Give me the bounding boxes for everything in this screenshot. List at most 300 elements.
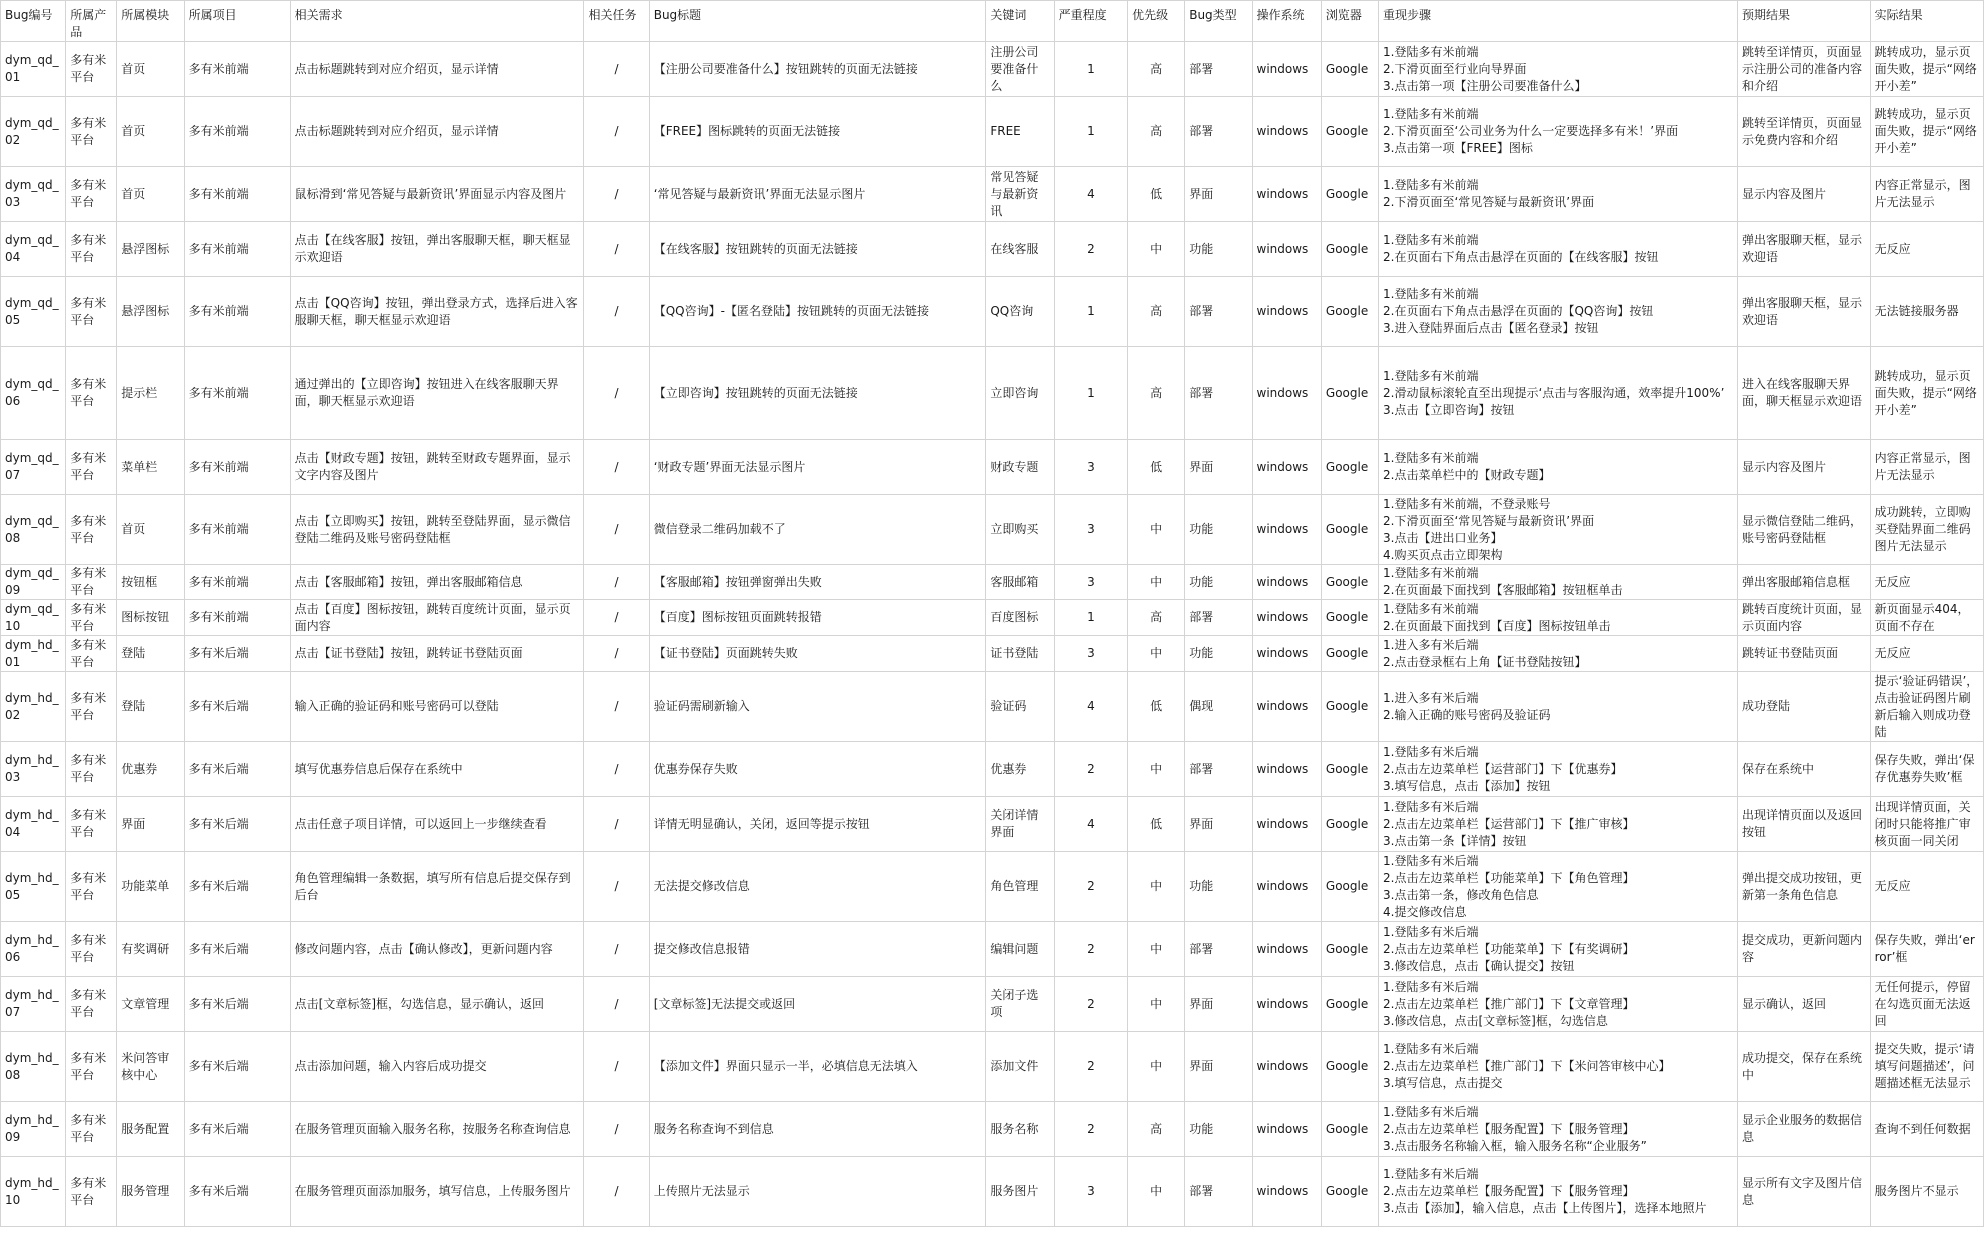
cell-bug-id[interactable]: dym_qd_09 [1, 565, 66, 600]
cell-browser[interactable]: Google [1321, 600, 1378, 636]
cell-bug-type[interactable]: 功能 [1185, 852, 1252, 922]
cell-product[interactable]: 多有米平台 [66, 440, 117, 495]
cell-product[interactable]: 多有米平台 [66, 852, 117, 922]
cell-task[interactable]: / [584, 742, 649, 797]
cell-task[interactable]: / [584, 167, 649, 222]
cell-task[interactable]: / [584, 1032, 649, 1102]
cell-os[interactable]: windows [1252, 565, 1321, 600]
cell-keyword[interactable]: 百度图标 [986, 600, 1054, 636]
cell-priority[interactable]: 中 [1128, 742, 1185, 797]
cell-priority[interactable]: 高 [1128, 277, 1185, 347]
cell-bug-id[interactable]: dym_qd_10 [1, 600, 66, 636]
table-row[interactable] [1, 1032, 1984, 1102]
cell-project[interactable]: 多有米后端 [184, 1032, 290, 1102]
cell-module[interactable]: 图标按钮 [117, 600, 184, 636]
cell-bug-id[interactable]: dym_hd_03 [1, 742, 66, 797]
cell-actual[interactable]: 提交失败，提示‘请填写问题描述’，问题描述框无法显示 [1870, 1032, 1983, 1102]
cell-bug-type[interactable]: 功能 [1185, 1102, 1252, 1157]
table-row[interactable] [1, 742, 1984, 797]
cell-title[interactable]: 优惠券保存失败 [649, 742, 986, 797]
cell-product[interactable]: 多有米平台 [66, 672, 117, 742]
cell-keyword[interactable]: 证书登陆 [986, 636, 1054, 672]
table-row[interactable] [1, 797, 1984, 852]
cell-bug-type[interactable]: 功能 [1185, 565, 1252, 600]
table-row[interactable] [1, 852, 1984, 922]
cell-actual[interactable]: 保存失败，弹出‘error’框 [1870, 922, 1983, 977]
cell-project[interactable]: 多有米前端 [184, 440, 290, 495]
cell-module[interactable]: 提示栏 [117, 347, 184, 440]
cell-project[interactable]: 多有米后端 [184, 1157, 290, 1227]
cell-bug-id[interactable]: dym_hd_08 [1, 1032, 66, 1102]
col-header-keyword[interactable]: 关键词 [986, 1, 1054, 42]
cell-requirement[interactable]: 鼠标滑到‘常见答疑与最新资讯’界面显示内容及图片 [290, 167, 584, 222]
cell-keyword[interactable]: 添加文件 [986, 1032, 1054, 1102]
cell-expected[interactable]: 弹出客服聊天框，显示欢迎语 [1738, 277, 1871, 347]
cell-keyword[interactable]: 财政专题 [986, 440, 1054, 495]
cell-task[interactable]: / [584, 440, 649, 495]
cell-project[interactable]: 多有米后端 [184, 852, 290, 922]
cell-severity[interactable]: 3 [1054, 440, 1127, 495]
cell-browser[interactable]: Google [1321, 97, 1378, 167]
col-header-module[interactable]: 所属模块 [117, 1, 184, 42]
col-header-expected[interactable]: 预期结果 [1738, 1, 1871, 42]
cell-bug-id[interactable]: dym_qd_01 [1, 42, 66, 97]
cell-browser[interactable]: Google [1321, 347, 1378, 440]
cell-steps[interactable]: 1.登陆多有米后端 2.点击左边菜单栏【功能菜单】下【角色管理】 3.点击第一条，修改角色信息 4.提交修改信息 [1379, 852, 1738, 922]
cell-expected[interactable]: 显示企业服务的数据信息 [1738, 1102, 1871, 1157]
cell-browser[interactable]: Google [1321, 797, 1378, 852]
cell-module[interactable]: 功能菜单 [117, 852, 184, 922]
table-row[interactable] [1, 636, 1984, 672]
col-header-task[interactable]: 相关任务 [584, 1, 649, 42]
cell-severity[interactable]: 2 [1054, 977, 1127, 1032]
cell-steps[interactable]: 1.登陆多有米后端 2.点击左边菜单栏【运营部门】下【优惠券】 3.填写信息，点击【添加】按钮 [1379, 742, 1738, 797]
cell-steps[interactable]: 1.登陆多有米后端 2.点击左边菜单栏【服务配置】下【服务管理】 3.点击服务名称输入框，输入服务名称“企业服务” [1379, 1102, 1738, 1157]
cell-product[interactable]: 多有米平台 [66, 977, 117, 1032]
cell-module[interactable]: 登陆 [117, 672, 184, 742]
cell-priority[interactable]: 中 [1128, 1032, 1185, 1102]
cell-module[interactable]: 悬浮图标 [117, 277, 184, 347]
cell-priority[interactable]: 低 [1128, 167, 1185, 222]
table-row[interactable] [1, 1102, 1984, 1157]
cell-bug-id[interactable]: dym_qd_05 [1, 277, 66, 347]
cell-requirement[interactable]: 修改问题内容，点击【确认修改】，更新问题内容 [290, 922, 584, 977]
cell-bug-id[interactable]: dym_qd_07 [1, 440, 66, 495]
cell-module[interactable]: 界面 [117, 797, 184, 852]
cell-keyword[interactable]: 服务图片 [986, 1157, 1054, 1227]
cell-title[interactable]: 【添加文件】界面只显示一半，必填信息无法填入 [649, 1032, 986, 1102]
col-header-os[interactable]: 操作系统 [1252, 1, 1321, 42]
cell-os[interactable]: windows [1252, 495, 1321, 565]
cell-expected[interactable]: 显示确认，返回 [1738, 977, 1871, 1032]
cell-task[interactable]: / [584, 600, 649, 636]
cell-browser[interactable]: Google [1321, 1032, 1378, 1102]
cell-task[interactable]: / [584, 636, 649, 672]
col-header-project[interactable]: 所属项目 [184, 1, 290, 42]
cell-os[interactable]: windows [1252, 347, 1321, 440]
cell-os[interactable]: windows [1252, 1032, 1321, 1102]
cell-priority[interactable]: 中 [1128, 222, 1185, 277]
cell-task[interactable]: / [584, 922, 649, 977]
cell-steps[interactable]: 1.登陆多有米前端 2.滑动鼠标滚轮直至出现提示‘点击与客服沟通，效率提升100%’ 3.点击【立即咨询】按钮 [1379, 347, 1738, 440]
cell-requirement[interactable]: 输入正确的验证码和账号密码可以登陆 [290, 672, 584, 742]
cell-bug-type[interactable]: 部署 [1185, 1157, 1252, 1227]
cell-priority[interactable]: 中 [1128, 495, 1185, 565]
cell-actual[interactable]: 无法链接服务器 [1870, 277, 1983, 347]
cell-browser[interactable]: Google [1321, 922, 1378, 977]
cell-title[interactable]: 上传照片无法显示 [649, 1157, 986, 1227]
cell-steps[interactable]: 1.登陆多有米后端 2.点击左边菜单栏【推广部门】下【米问答审核中心】 3.填写信息，点击提交 [1379, 1032, 1738, 1102]
cell-severity[interactable]: 3 [1054, 565, 1127, 600]
table-row[interactable] [1, 440, 1984, 495]
table-row[interactable] [1, 977, 1984, 1032]
cell-keyword[interactable]: 关闭详情界面 [986, 797, 1054, 852]
cell-task[interactable]: / [584, 977, 649, 1032]
cell-bug-type[interactable]: 部署 [1185, 277, 1252, 347]
cell-bug-id[interactable]: dym_qd_02 [1, 97, 66, 167]
cell-project[interactable]: 多有米后端 [184, 1102, 290, 1157]
cell-bug-id[interactable]: dym_hd_05 [1, 852, 66, 922]
cell-title[interactable]: ‘常见答疑与最新资讯’界面无法显示图片 [649, 167, 986, 222]
cell-task[interactable]: / [584, 1157, 649, 1227]
cell-project[interactable]: 多有米前端 [184, 222, 290, 277]
cell-bug-type[interactable]: 偶现 [1185, 672, 1252, 742]
cell-steps[interactable]: 1.登陆多有米前端 2.点击菜单栏中的【财政专题】 [1379, 440, 1738, 495]
cell-os[interactable]: windows [1252, 97, 1321, 167]
cell-project[interactable]: 多有米前端 [184, 277, 290, 347]
cell-os[interactable]: windows [1252, 636, 1321, 672]
cell-requirement[interactable]: 点击【立即购买】按钮，跳转至登陆界面，显示微信登陆二维码及账号密码登陆框 [290, 495, 584, 565]
cell-keyword[interactable]: 关闭子选项 [986, 977, 1054, 1032]
cell-actual[interactable]: 无任何提示，停留在勾选页面无法返回 [1870, 977, 1983, 1032]
cell-product[interactable]: 多有米平台 [66, 167, 117, 222]
cell-requirement[interactable]: 点击标题跳转到对应介绍页，显示详情 [290, 97, 584, 167]
cell-actual[interactable]: 无反应 [1870, 636, 1983, 672]
cell-steps[interactable]: 1.登陆多有米前端 2.下滑页面至‘公司业务为什么一定要选择多有米！’界面 3.点击第一项【FREE】图标 [1379, 97, 1738, 167]
cell-priority[interactable]: 中 [1128, 636, 1185, 672]
cell-requirement[interactable]: 点击【百度】图标按钮，跳转百度统计页面，显示页面内容 [290, 600, 584, 636]
cell-title[interactable]: ‘财政专题’界面无法显示图片 [649, 440, 986, 495]
cell-title[interactable]: [文章标签]无法提交或返回 [649, 977, 986, 1032]
cell-requirement[interactable]: 填写优惠券信息后保存在系统中 [290, 742, 584, 797]
cell-keyword[interactable]: 在线客服 [986, 222, 1054, 277]
cell-module[interactable]: 服务配置 [117, 1102, 184, 1157]
table-row[interactable] [1, 600, 1984, 636]
cell-task[interactable]: / [584, 495, 649, 565]
cell-steps[interactable]: 1.登陆多有米前端 2.下滑页面至‘常见答疑与最新资讯’界面 [1379, 167, 1738, 222]
cell-keyword[interactable]: 验证码 [986, 672, 1054, 742]
cell-os[interactable]: windows [1252, 222, 1321, 277]
cell-severity[interactable]: 1 [1054, 277, 1127, 347]
cell-expected[interactable]: 显示所有文字及图片信息 [1738, 1157, 1871, 1227]
cell-title[interactable]: 【百度】图标按钮页面跳转报错 [649, 600, 986, 636]
cell-steps[interactable]: 1.登陆多有米后端 2.点击左边菜单栏【功能菜单】下【有奖调研】 3.修改信息，点击【确认提交】按钮 [1379, 922, 1738, 977]
cell-os[interactable]: windows [1252, 1102, 1321, 1157]
cell-project[interactable]: 多有米后端 [184, 742, 290, 797]
cell-priority[interactable]: 低 [1128, 797, 1185, 852]
cell-title[interactable]: 验证码需刷新输入 [649, 672, 986, 742]
cell-actual[interactable]: 跳转成功，显示页面失败，提示“网络开小差” [1870, 42, 1983, 97]
cell-steps[interactable]: 1.登陆多有米前端 2.下滑页面至行业向导界面 3.点击第一项【注册公司要准备什么】 [1379, 42, 1738, 97]
cell-os[interactable]: windows [1252, 167, 1321, 222]
table-row[interactable] [1, 222, 1984, 277]
cell-module[interactable]: 服务管理 [117, 1157, 184, 1227]
cell-task[interactable]: / [584, 97, 649, 167]
col-header-bug-id[interactable]: Bug编号 [1, 1, 66, 42]
cell-title[interactable]: 提交修改信息报错 [649, 922, 986, 977]
cell-os[interactable]: windows [1252, 440, 1321, 495]
table-row[interactable] [1, 277, 1984, 347]
cell-bug-id[interactable]: dym_hd_07 [1, 977, 66, 1032]
cell-browser[interactable]: Google [1321, 636, 1378, 672]
cell-project[interactable]: 多有米后端 [184, 672, 290, 742]
cell-os[interactable]: windows [1252, 852, 1321, 922]
cell-severity[interactable]: 3 [1054, 495, 1127, 565]
cell-module[interactable]: 有奖调研 [117, 922, 184, 977]
cell-expected[interactable]: 跳转百度统计页面，显示页面内容 [1738, 600, 1871, 636]
cell-keyword[interactable]: 编辑问题 [986, 922, 1054, 977]
cell-browser[interactable]: Google [1321, 1102, 1378, 1157]
cell-requirement[interactable]: 点击添加问题，输入内容后成功提交 [290, 1032, 584, 1102]
cell-browser[interactable]: Google [1321, 42, 1378, 97]
cell-title[interactable]: 详情无明显确认，关闭，返回等提示按钮 [649, 797, 986, 852]
cell-bug-type[interactable]: 功能 [1185, 222, 1252, 277]
cell-bug-type[interactable]: 界面 [1185, 167, 1252, 222]
cell-module[interactable]: 首页 [117, 495, 184, 565]
cell-priority[interactable]: 中 [1128, 852, 1185, 922]
cell-bug-id[interactable]: dym_hd_10 [1, 1157, 66, 1227]
cell-steps[interactable]: 1.登陆多有米后端 2.点击左边菜单栏【运营部门】下【推广审核】 3.点击第一条【详情】按钮 [1379, 797, 1738, 852]
cell-product[interactable]: 多有米平台 [66, 1102, 117, 1157]
cell-browser[interactable]: Google [1321, 277, 1378, 347]
cell-title[interactable]: 服务名称查询不到信息 [649, 1102, 986, 1157]
cell-priority[interactable]: 中 [1128, 922, 1185, 977]
cell-severity[interactable]: 2 [1054, 1032, 1127, 1102]
cell-steps[interactable]: 1.登陆多有米后端 2.点击左边菜单栏【服务配置】下【服务管理】 3.点击【添加】，输入信息，点击【上传图片】，选择本地照片 [1379, 1157, 1738, 1227]
cell-actual[interactable]: 成功跳转，立即购买登陆界面二维码图片无法显示 [1870, 495, 1983, 565]
cell-severity[interactable]: 1 [1054, 42, 1127, 97]
cell-product[interactable]: 多有米平台 [66, 742, 117, 797]
cell-bug-id[interactable]: dym_hd_02 [1, 672, 66, 742]
cell-expected[interactable]: 跳转至详情页，页面显示注册公司的准备内容和介绍 [1738, 42, 1871, 97]
cell-priority[interactable]: 中 [1128, 977, 1185, 1032]
cell-expected[interactable]: 弹出客服聊天框，显示欢迎语 [1738, 222, 1871, 277]
cell-browser[interactable]: Google [1321, 565, 1378, 600]
cell-requirement[interactable]: 在服务管理页面输入服务名称，按服务名称查询信息 [290, 1102, 584, 1157]
cell-requirement[interactable]: 点击[文章标签]框，勾选信息，显示确认，返回 [290, 977, 584, 1032]
cell-steps[interactable]: 1.登陆多有米前端，不登录账号 2.下滑页面至‘常见答疑与最新资讯’界面 3.点击【进出口业务】 4.购买页点击立即架构 [1379, 495, 1738, 565]
cell-steps[interactable]: 1.进入多有米后端 2.点击登录框右上角【证书登陆按钮】 [1379, 636, 1738, 672]
cell-browser[interactable]: Google [1321, 672, 1378, 742]
cell-steps[interactable]: 1.登陆多有米前端 2.在页面右下角点击悬浮在页面的【QQ咨询】按钮 3.进入登陆界面后点击【匿名登录】按钮 [1379, 277, 1738, 347]
cell-severity[interactable]: 4 [1054, 797, 1127, 852]
cell-expected[interactable]: 成功登陆 [1738, 672, 1871, 742]
cell-project[interactable]: 多有米前端 [184, 97, 290, 167]
cell-title[interactable]: 【立即咨询】按钮跳转的页面无法链接 [649, 347, 986, 440]
cell-module[interactable]: 文章管理 [117, 977, 184, 1032]
cell-expected[interactable]: 保存在系统中 [1738, 742, 1871, 797]
cell-actual[interactable]: 无反应 [1870, 222, 1983, 277]
col-header-priority[interactable]: 优先级 [1128, 1, 1185, 42]
cell-bug-id[interactable]: dym_hd_06 [1, 922, 66, 977]
cell-expected[interactable]: 跳转至详情页，页面显示免费内容和介绍 [1738, 97, 1871, 167]
cell-browser[interactable]: Google [1321, 167, 1378, 222]
cell-bug-id[interactable]: dym_hd_01 [1, 636, 66, 672]
cell-os[interactable]: windows [1252, 672, 1321, 742]
cell-severity[interactable]: 1 [1054, 97, 1127, 167]
cell-title[interactable]: 无法提交修改信息 [649, 852, 986, 922]
cell-bug-type[interactable]: 部署 [1185, 922, 1252, 977]
cell-keyword[interactable]: 立即咨询 [986, 347, 1054, 440]
cell-bug-id[interactable]: dym_hd_09 [1, 1102, 66, 1157]
cell-os[interactable]: windows [1252, 797, 1321, 852]
cell-product[interactable]: 多有米平台 [66, 97, 117, 167]
cell-severity[interactable]: 1 [1054, 347, 1127, 440]
cell-priority[interactable]: 高 [1128, 1102, 1185, 1157]
cell-product[interactable]: 多有米平台 [66, 347, 117, 440]
cell-bug-type[interactable]: 功能 [1185, 495, 1252, 565]
cell-product[interactable]: 多有米平台 [66, 42, 117, 97]
cell-actual[interactable]: 出现详情页面，关闭时只能将推广审核页面一同关闭 [1870, 797, 1983, 852]
cell-browser[interactable]: Google [1321, 222, 1378, 277]
cell-requirement[interactable]: 点击【证书登陆】按钮，跳转证书登陆页面 [290, 636, 584, 672]
cell-product[interactable]: 多有米平台 [66, 600, 117, 636]
col-header-title[interactable]: Bug标题 [649, 1, 986, 42]
cell-module[interactable]: 登陆 [117, 636, 184, 672]
cell-priority[interactable]: 低 [1128, 440, 1185, 495]
cell-requirement[interactable]: 点击【客服邮箱】按钮，弹出客服邮箱信息 [290, 565, 584, 600]
cell-project[interactable]: 多有米前端 [184, 600, 290, 636]
col-header-bug-type[interactable]: Bug类型 [1185, 1, 1252, 42]
table-row[interactable] [1, 565, 1984, 600]
cell-os[interactable]: windows [1252, 42, 1321, 97]
table-row[interactable] [1, 97, 1984, 167]
cell-actual[interactable]: 提示‘验证码错误’，点击验证码图片刷新后输入则成功登陆 [1870, 672, 1983, 742]
cell-module[interactable]: 首页 [117, 42, 184, 97]
cell-requirement[interactable]: 角色管理编辑一条数据，填写所有信息后提交保存到后台 [290, 852, 584, 922]
cell-task[interactable]: / [584, 42, 649, 97]
cell-steps[interactable]: 1.登陆多有米前端 2.在页面最下面找到【百度】图标按钮单击 [1379, 600, 1738, 636]
cell-project[interactable]: 多有米前端 [184, 565, 290, 600]
cell-product[interactable]: 多有米平台 [66, 277, 117, 347]
cell-browser[interactable]: Google [1321, 495, 1378, 565]
cell-task[interactable]: / [584, 852, 649, 922]
cell-bug-type[interactable]: 界面 [1185, 977, 1252, 1032]
cell-project[interactable]: 多有米前端 [184, 495, 290, 565]
cell-steps[interactable]: 1.登陆多有米前端 2.在页面右下角点击悬浮在页面的【在线客服】按钮 [1379, 222, 1738, 277]
cell-priority[interactable]: 中 [1128, 1157, 1185, 1227]
cell-actual[interactable]: 跳转成功，显示页面失败，提示“网络开小差” [1870, 347, 1983, 440]
cell-requirement[interactable]: 点击【在线客服】按钮，弹出客服聊天框，聊天框显示欢迎语 [290, 222, 584, 277]
cell-bug-type[interactable]: 功能 [1185, 636, 1252, 672]
cell-requirement[interactable]: 点击任意子项目详情，可以返回上一步继续查看 [290, 797, 584, 852]
cell-bug-id[interactable]: dym_qd_03 [1, 167, 66, 222]
cell-module[interactable]: 米问答审核中心 [117, 1032, 184, 1102]
cell-browser[interactable]: Google [1321, 1157, 1378, 1227]
cell-priority[interactable]: 低 [1128, 672, 1185, 742]
cell-bug-type[interactable]: 部署 [1185, 742, 1252, 797]
cell-severity[interactable]: 2 [1054, 852, 1127, 922]
cell-priority[interactable]: 高 [1128, 347, 1185, 440]
cell-requirement[interactable]: 点击【QQ咨询】按钮，弹出登录方式，选择后进入客服聊天框，聊天框显示欢迎语 [290, 277, 584, 347]
cell-module[interactable]: 按钮框 [117, 565, 184, 600]
cell-product[interactable]: 多有米平台 [66, 1157, 117, 1227]
cell-steps[interactable]: 1.登陆多有米后端 2.点击左边菜单栏【推广部门】下【文章管理】 3.修改信息，点击[文章标签]框，勾选信息 [1379, 977, 1738, 1032]
col-header-requirement[interactable]: 相关需求 [290, 1, 584, 42]
cell-browser[interactable]: Google [1321, 977, 1378, 1032]
cell-title[interactable]: 【客服邮箱】按钮弹窗弹出失败 [649, 565, 986, 600]
cell-severity[interactable]: 2 [1054, 742, 1127, 797]
cell-keyword[interactable]: 服务名称 [986, 1102, 1054, 1157]
cell-keyword[interactable]: QQ咨询 [986, 277, 1054, 347]
cell-os[interactable]: windows [1252, 277, 1321, 347]
cell-bug-id[interactable]: dym_hd_04 [1, 797, 66, 852]
col-header-product[interactable]: 所属产品 [66, 1, 117, 42]
cell-task[interactable]: / [584, 672, 649, 742]
cell-title[interactable]: 【证书登陆】页面跳转失败 [649, 636, 986, 672]
cell-steps[interactable]: 1.进入多有米后端 2.输入正确的账号密码及验证码 [1379, 672, 1738, 742]
table-row[interactable] [1, 347, 1984, 440]
cell-expected[interactable]: 提交成功，更新问题内容 [1738, 922, 1871, 977]
cell-title[interactable]: 【在线客服】按钮跳转的页面无法链接 [649, 222, 986, 277]
cell-title[interactable]: 【QQ咨询】-【匿名登陆】按钮跳转的页面无法链接 [649, 277, 986, 347]
cell-keyword[interactable]: FREE [986, 97, 1054, 167]
cell-priority[interactable]: 中 [1128, 565, 1185, 600]
cell-priority[interactable]: 高 [1128, 42, 1185, 97]
cell-actual[interactable]: 查询不到任何数据 [1870, 1102, 1983, 1157]
cell-os[interactable]: windows [1252, 600, 1321, 636]
cell-severity[interactable]: 2 [1054, 222, 1127, 277]
table-row[interactable] [1, 1157, 1984, 1227]
cell-browser[interactable]: Google [1321, 852, 1378, 922]
cell-severity[interactable]: 4 [1054, 672, 1127, 742]
cell-project[interactable]: 多有米前端 [184, 167, 290, 222]
cell-actual[interactable]: 无反应 [1870, 852, 1983, 922]
table-row[interactable] [1, 42, 1984, 97]
cell-severity[interactable]: 2 [1054, 1102, 1127, 1157]
cell-severity[interactable]: 1 [1054, 600, 1127, 636]
cell-browser[interactable]: Google [1321, 742, 1378, 797]
cell-product[interactable]: 多有米平台 [66, 565, 117, 600]
cell-os[interactable]: windows [1252, 742, 1321, 797]
cell-expected[interactable]: 跳转证书登陆页面 [1738, 636, 1871, 672]
cell-project[interactable]: 多有米后端 [184, 797, 290, 852]
cell-bug-type[interactable]: 界面 [1185, 797, 1252, 852]
cell-steps[interactable]: 1.登陆多有米前端 2.在页面最下面找到【客服邮箱】按钮框单击 [1379, 565, 1738, 600]
cell-expected[interactable]: 成功提交，保存在系统中 [1738, 1032, 1871, 1102]
cell-module[interactable]: 悬浮图标 [117, 222, 184, 277]
cell-severity[interactable]: 3 [1054, 636, 1127, 672]
cell-bug-id[interactable]: dym_qd_06 [1, 347, 66, 440]
cell-requirement[interactable]: 在服务管理页面添加服务，填写信息，上传服务图片 [290, 1157, 584, 1227]
cell-expected[interactable]: 弹出提交成功按钮，更新第一条角色信息 [1738, 852, 1871, 922]
cell-priority[interactable]: 高 [1128, 97, 1185, 167]
cell-module[interactable]: 首页 [117, 167, 184, 222]
cell-product[interactable]: 多有米平台 [66, 495, 117, 565]
cell-severity[interactable]: 4 [1054, 167, 1127, 222]
cell-expected[interactable]: 显示微信登陆二维码，账号密码登陆框 [1738, 495, 1871, 565]
col-header-steps[interactable]: 重现步骤 [1379, 1, 1738, 42]
cell-severity[interactable]: 3 [1054, 1157, 1127, 1227]
cell-expected[interactable]: 弹出客服邮箱信息框 [1738, 565, 1871, 600]
cell-expected[interactable]: 显示内容及图片 [1738, 440, 1871, 495]
cell-requirement[interactable]: 点击标题跳转到对应介绍页，显示详情 [290, 42, 584, 97]
table-row[interactable] [1, 495, 1984, 565]
cell-module[interactable]: 优惠券 [117, 742, 184, 797]
cell-title[interactable]: 微信登录二维码加载不了 [649, 495, 986, 565]
cell-module[interactable]: 首页 [117, 97, 184, 167]
cell-actual[interactable]: 内容正常显示，图片无法显示 [1870, 440, 1983, 495]
